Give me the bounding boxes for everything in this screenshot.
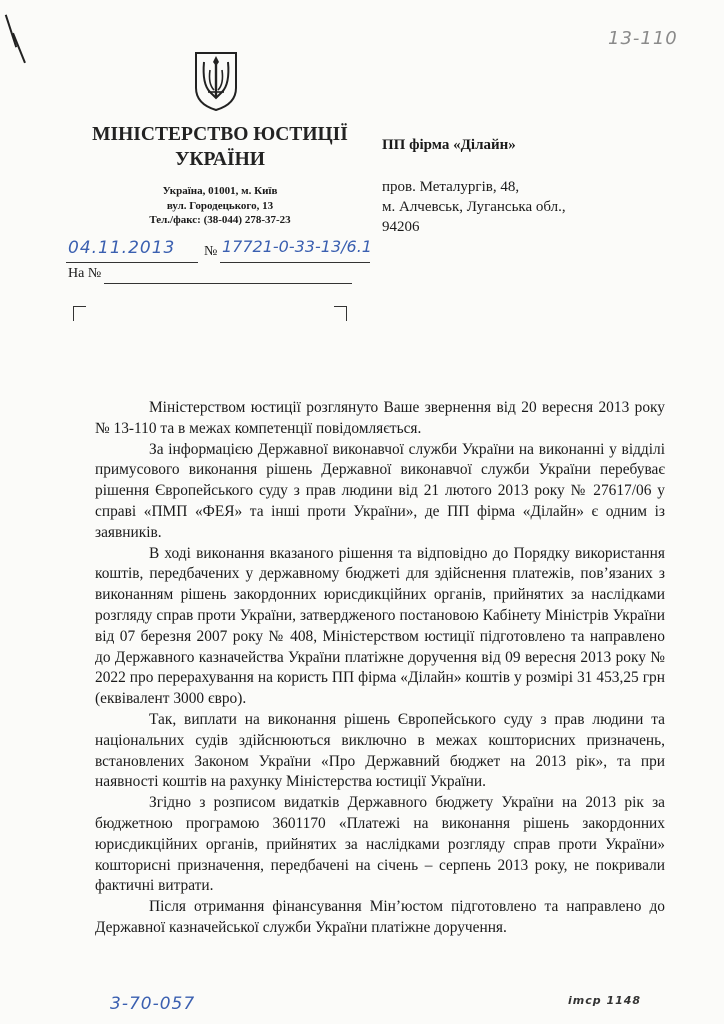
paragraph: Згідно з розписом видатків Державного бюджету України на 2013 рік за бюджетною програмою 3601170 «Платежі на виконання рішень закордонних юрисдикційних органів, прийнятих за наслідками розгляду справ проти України» кошторисні призначення, передбачені на січень – серпень 2013 року, не покривали фактичні витрати. (95, 794, 665, 895)
paragraph: Міністерством юстиції розглянуто Ваше звернення від 20 вересня 2013 року № 13-110 та в межах компетенції повідомляється. (95, 399, 665, 437)
paragraph: Так, виплати на виконання рішень Європейського суду з прав людини та національних судів здійснюються виключно в межах кошторисних призначень, встановлених Законом України «Про Державний бюджет на 2013 рік», та при наявності коштів на рахунку Міністерства юстиції України. (95, 710, 665, 791)
in-reply-label: На № (68, 266, 102, 281)
paragraph: За інформацією Державної виконавчої служби України на виконанні у відділі примусового виконання рішень Державної виконавчої служби України перебуває рішення Європейського суду з прав людини від 21 лютого 2013 року № 27617/06 у справі «ПМП «ФЕЯ» та інші проти України», де ПП фірма «Ділайн» є одним із заявників. (95, 440, 665, 541)
ministry-address-line1: Україна, 01001, м. Київ (162, 185, 278, 197)
letter-body (95, 398, 665, 939)
handwritten-top-ref: 13-110 (608, 28, 678, 49)
handwritten-outgoing-number: 17721-0-33-13/6.1 (222, 237, 372, 256)
handwritten-bottom-right: imcp 1148 (568, 994, 642, 1007)
number-prefix: № (204, 244, 218, 259)
outgoing-date-line (66, 240, 200, 264)
paragraph: Після отримання фінансування Мін’юстом підготовлено та направлено до Державної казначейської служби України платіжне доручення. (95, 898, 665, 936)
handwritten-bottom-left: 3-70-057 (110, 994, 196, 1014)
ministry-title-line2: УКРАЇНИ (175, 149, 265, 170)
ministry-address-line3: Тел./факс: (38-044) 278-37-23 (149, 214, 291, 226)
handwritten-date: 04.11.2013 (68, 238, 176, 258)
ministry-address (100, 184, 340, 228)
recipient-address-line3: 94206 (382, 219, 420, 235)
ministry-title (60, 122, 380, 172)
margin-mark (12, 33, 26, 63)
paragraph: В ході виконання вказаного рішення та відповідно до Порядку використання коштів, передбачених у державному бюджеті для здійснення платежів, пов’язаних з виконанням рішень закордонних юрисдикційних органів, прийнятих за наслідками розгляду справ проти України, затвердженого постановою Кабінету Міністрів України від 07 березня 2007 року № 408, Міністерством юстиції підготовлено та направлено до Державного казначейства України платіжне доручення від 09 вересня 2013 року № 2022 про перерахування на користь ПП фірма «Ділайн» коштів у розмірі 31 453,25 грн (еквівалент 3000 євро). (95, 544, 665, 708)
subject-corner-right (334, 306, 347, 321)
recipient-name: ПП фірма «Ділайн» (382, 137, 516, 153)
outgoing-number-line (204, 237, 394, 264)
subject-corner-left (73, 306, 86, 321)
recipient-address (382, 177, 566, 237)
recipient-address-line1: пров. Металургів, 48, (382, 179, 520, 195)
recipient-address-line2: м. Алчевськ, Луганська обл., (382, 199, 566, 215)
ministry-address-line2: вул. Городецького, 13 (166, 199, 274, 212)
in-reply-line (68, 266, 358, 288)
ministry-title-line1: МІНІСТЕРСТВО ЮСТИЦІЇ (92, 124, 348, 145)
coat-of-arms-icon (193, 50, 239, 112)
